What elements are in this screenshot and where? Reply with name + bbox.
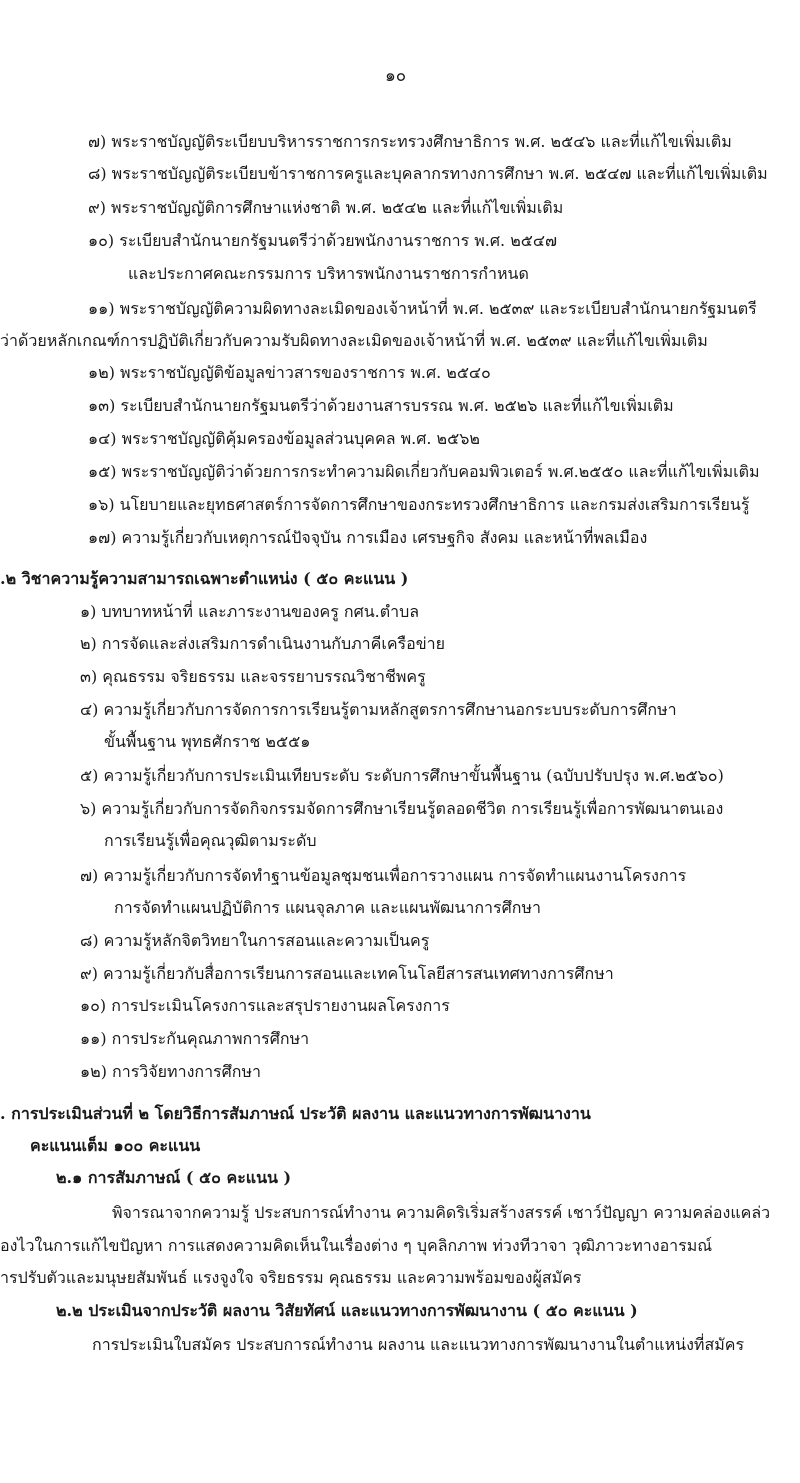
list-item: ๑๑) การประกันคุณภาพการศึกษา xyxy=(80,1029,310,1048)
law-item: ๑๐) ระเบียบสำนักนายกรัฐมนตรีว่าด้วยพนักงานราชการ พ.ศ. ๒๕๔๗ xyxy=(88,231,558,250)
page-number: ๑๐ xyxy=(385,66,407,86)
law-item: ๑๗) ความรู้เกี่ยวกับเหตุการณ์ปัจจุบัน การเมือง เศรษฐกิจ สังคม และหน้าที่พลเมือง xyxy=(88,528,648,547)
list-item: ๙) ความรู้เกี่ยวกับสื่อการเรียนการสอนและเทคโนโลยีสารสนเทศทางการศึกษา xyxy=(80,964,614,983)
law-item: ๙) พระราชบัญญัติการศึกษาแห่งชาติ พ.ศ. ๒๕๔๒ และที่แก้ไขเพิ่มเติม xyxy=(88,198,564,217)
paragraph-line: องไวในการแก้ไขปัญหา การแสดงความคิดเห็นในเรื่องต่าง ๆ บุคลิกภาพ ท่วงทีวาจา วุฒิภาวะทางอารมณ์ xyxy=(0,1236,713,1255)
list-item: ๗) ความรู้เกี่ยวกับการจัดทำฐานข้อมูลชุมชนเพื่อการวางแผน การจัดทำแผนงานโครงการ xyxy=(80,866,687,885)
law-item-continuation: ว่าด้วยหลักเกณฑ์การปฏิบัติเกี่ยวกับความรับผิดทางละเมิดของเจ้าหน้าที่ พ.ศ. ๒๕๓๙ และที่แก้ไขเพิ่มเติม xyxy=(0,331,708,350)
law-item: ๑๓) ระเบียบสำนักนายกรัฐมนตรีว่าด้วยงานสารบรรณ พ.ศ. ๒๕๒๖ และที่แก้ไขเพิ่มเติม xyxy=(88,396,674,415)
section-2-1-heading: ๒.๑ การสัมภาษณ์ ( ๕๐ คะแนน ) xyxy=(56,1168,292,1187)
law-item-continuation: และประกาศคณะกรรมการ บริหารพนักงานราชการกำหนด xyxy=(128,264,529,283)
list-item: ๒) การจัดและส่งเสริมการดำเนินงานกับภาคีเครือข่าย xyxy=(80,634,446,653)
section-1-2-heading: .๒ วิชาความรู้ความสามารถเฉพาะตำแหน่ง ( ๕๐ คะแนน ) xyxy=(0,569,409,588)
law-item: ๗) พระราชบัญญัติระเบียบบริหารราชการกระทรวงศึกษาธิการ พ.ศ. ๒๕๔๖ และที่แก้ไขเพิ่มเติม xyxy=(88,132,732,151)
law-item: ๑๖) นโยบายและยุทธศาสตร์การจัดการศึกษาของกระทรวงศึกษาธิการ และกรมส่งเสริมการเรียนรู้ xyxy=(88,495,750,514)
list-item: ๕) ความรู้เกี่ยวกับการประเมินเทียบระดับ ระดับการศึกษาขั้นพื้นฐาน (ฉบับปรับปรุง พ.ศ.๒๕๖๐) xyxy=(80,766,724,785)
paragraph-line: พิจารณาจากความรู้ ประสบการณ์ทำงาน ความคิดริเริ่มสร้างสรรค์ เชาว์ปัญญา ความคล่องแคล่ว xyxy=(112,1203,771,1222)
section-2-heading: . การประเมินส่วนที่ ๒ โดยวิธีการสัมภาษณ์ ประวัติ ผลงาน และแนวทางการพัฒนางาน xyxy=(0,1104,591,1123)
list-item: ๑๒) การวิจัยทางการศึกษา xyxy=(80,1062,262,1081)
list-item: ๑) บทบาทหน้าที่ และภาระงานของครู กศน.ตำบล xyxy=(80,602,420,621)
list-item-continuation: การเรียนรู้เพื่อคุณวุฒิตามระดับ xyxy=(104,831,317,850)
list-item: ๔) ความรู้เกี่ยวกับการจัดการการเรียนรู้ตามหลักสูตรการศึกษานอกระบบระดับการศึกษา xyxy=(80,700,677,719)
law-item: ๑๕) พระราชบัญญัติว่าด้วยการกระทำความผิดเกี่ยวกับคอมพิวเตอร์ พ.ศ.๒๕๕๐ และที่แก้ไขเพิ่มเติม xyxy=(88,462,760,481)
list-item-continuation: การจัดทำแผนปฏิบัติการ แผนจุลภาค และแผนพัฒนาการศึกษา xyxy=(114,898,542,917)
list-item: ๘) ความรู้หลักจิตวิทยาในการสอนและความเป็นครู xyxy=(80,931,430,950)
list-item: ๑๐) การประเมินโครงการและสรุปรายงานผลโครงการ xyxy=(80,996,450,1015)
paragraph-line: การประเมินใบสมัคร ประสบการณ์ทำงาน ผลงาน และแนวทางการพัฒนางานในตำแหน่งที่สมัคร xyxy=(92,1335,745,1354)
full-score: คะแนนเต็ม ๑๐๐ คะแนน xyxy=(30,1136,201,1155)
list-item: ๓) คุณธรรม จริยธรรม และจรรยาบรรณวิชาชีพครู xyxy=(80,667,426,686)
law-item: ๘) พระราชบัญญัติระเบียบข้าราชการครูและบุคลากรทางการศึกษา พ.ศ. ๒๕๔๗ และที่แก้ไขเพิ่มเติม xyxy=(88,164,768,183)
paragraph-line: ารปรับตัวและมนุษยสัมพันธ์ แรงจูงใจ จริยธรรม คุณธรรม และความพร้อมของผู้สมัคร xyxy=(0,1268,582,1287)
law-item: ๑๔) พระราชบัญญัติคุ้มครองข้อมูลส่วนบุคคล พ.ศ. ๒๕๖๒ xyxy=(88,429,480,448)
list-item-continuation: ขั้นพื้นฐาน พุทธศักราช ๒๕๕๑ xyxy=(104,732,311,751)
section-2-2-heading: ๒.๒ ประเมินจากประวัติ ผลงาน วิสัยทัศน์ และแนวทางการพัฒนางาน ( ๕๐ คะแนน ) xyxy=(56,1301,638,1320)
law-item: ๑๒) พระราชบัญญัติข้อมูลข่าวสารของราชการ พ.ศ. ๒๕๔๐ xyxy=(88,363,491,382)
law-item: ๑๑) พระราชบัญญัติความผิดทางละเมิดของเจ้าหน้าที่ พ.ศ. ๒๕๓๙ และระเบียบสำนักนายกรัฐมนตรี xyxy=(88,299,757,318)
list-item: ๖) ความรู้เกี่ยวกับการจัดกิจกรรมจัดการศึกษาเรียนรู้ตลอดชีวิต การเรียนรู้เพื่อการพัฒนาตนเอง xyxy=(80,799,724,818)
